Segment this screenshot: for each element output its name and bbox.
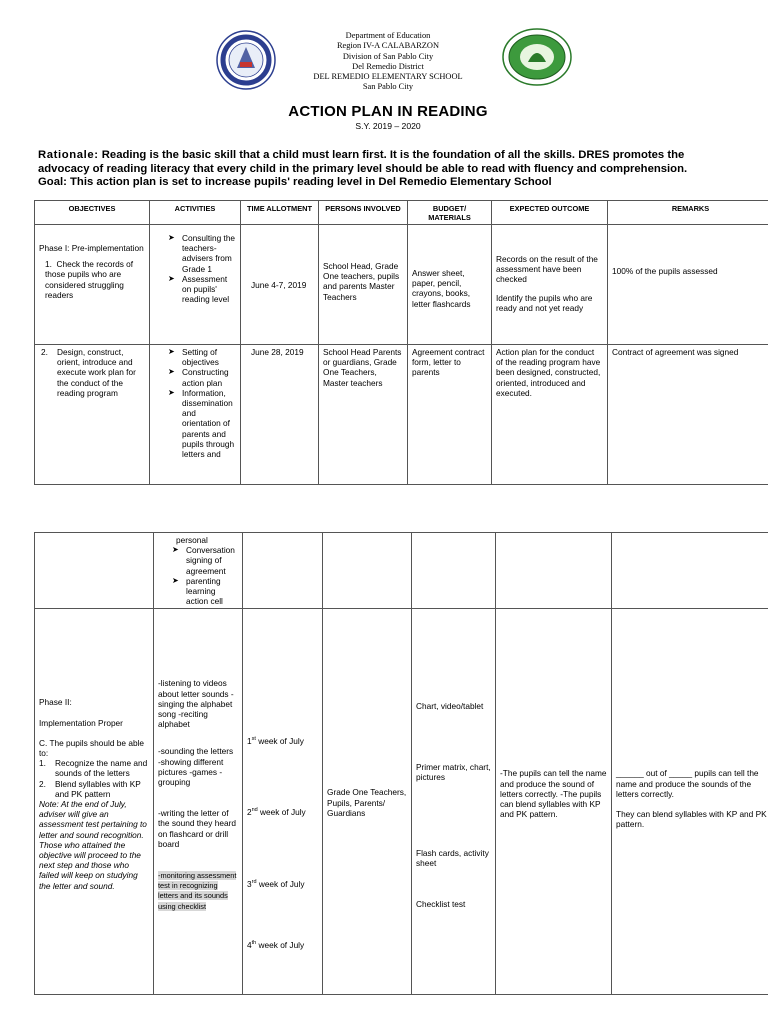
objective-cell: [35, 225, 150, 345]
column-header: REMARKS: [608, 201, 768, 225]
letterhead-line: DEL REMEDIO ELEMENTARY SCHOOL: [313, 72, 463, 82]
rationale-paragraph: [38, 149, 738, 190]
time-cell: June 4-7, 2019: [241, 225, 319, 345]
highlighted-activity: -monitoring assessment test in recognizing letters and its sounds using checklist: [158, 871, 237, 911]
persons-cell: School Head, Grade One teachers, pupils and parents Master Teachers: [319, 225, 408, 345]
budget-cell: Answer sheet, paper, pencil, crayons, books, letter flashcards: [408, 225, 492, 345]
list-item: ➤ Assessment on pupils' reading level: [168, 273, 230, 305]
activities-list: [154, 347, 236, 459]
objective-item: 2. Blend syllables with KP and PK pattern: [39, 778, 141, 799]
objective-item: 2. Design, construct, orient, introduce and execute work plan for the conduct of the reading program: [41, 347, 136, 398]
list-item: ➤ Conversation signing of agreement: [172, 545, 235, 576]
list-item: ➤ Constructing action plan: [168, 367, 229, 388]
column-header: OBJECTIVES: [35, 201, 150, 225]
list-item: ➤ Consulting the teachers-advisers from Grade 1: [168, 233, 236, 274]
remarks-cell: Contract of agreement was signed: [608, 345, 768, 485]
list-item: ➤ parenting learning action cell: [172, 575, 223, 607]
letterhead-line: Department of Education: [345, 31, 431, 40]
week-label: 4th week of July: [247, 940, 305, 951]
letterhead-line: Division of San Pablo City: [342, 51, 434, 61]
activities-list: [158, 545, 238, 606]
school-year: S.Y. 2019 – 2020: [355, 121, 421, 131]
activities-cell: [150, 225, 241, 345]
budget-cell: Chart, video/tablet Primer matrix, chart, pictures Flash cards, activity sheet Checklist test: [412, 609, 496, 995]
objective-cell: [35, 345, 150, 485]
document-title: ACTION PLAN IN READING: [288, 103, 488, 120]
activities-cell: personal ➤ Conversation signing of agreement ➤ parenting learning action cell: [154, 533, 243, 609]
column-header: TIME ALLOTMENT: [241, 201, 319, 225]
phase-label: Phase I: Pre-implementation: [39, 243, 144, 253]
column-header: EXPECTED OUTCOME: [492, 201, 608, 225]
action-plan-table-page2: [34, 532, 768, 995]
time-cell: [243, 609, 323, 995]
letterhead-line: San Pablo City: [362, 82, 414, 92]
activities-list: [154, 233, 236, 304]
time-cell: June 28, 2019: [241, 345, 319, 485]
list-item: ➤ Setting of objectives: [168, 347, 219, 368]
objective-item: 1. Check the records of those pupils who are considered struggling readers: [45, 259, 134, 300]
list-item: ➤ Information, dissemination and orientation of parents and pupils through letters and: [168, 387, 235, 460]
activities-cell: [150, 345, 241, 485]
table-header-row: [35, 201, 768, 225]
action-plan-table-page1: [34, 200, 768, 485]
persons-cell: Grade One Teachers, Pupils, Parents/ Guardians: [323, 609, 412, 995]
remarks-cell: ______ out of _____ pupils can tell the name and produce the sounds of the letters correctly. They can blend syllables with KP and PK pattern.: [612, 609, 768, 995]
outcome-cell: Action plan for the conduct of the reading program have been designed, constructed, oriented, introduced and executed.: [492, 345, 608, 485]
objective-item: 1. Recognize the name and sounds of the letters: [39, 758, 148, 779]
outcome-cell: -The pupils can tell the name and produce the sound of letters correctly. -The pupils can blend syllables with KP and PK pattern.: [496, 609, 612, 995]
column-header: ACTIVITIES: [150, 201, 241, 225]
table-row: [35, 533, 768, 609]
column-header: PERSONS INVOLVED: [319, 201, 408, 225]
persons-cell: School Head Parents or guardians, Grade One Teachers, Master teachers: [319, 345, 408, 485]
goal-text: This action plan is set to increase pupils' reading level in Del Remedio Elementary School: [66, 176, 552, 189]
rationale-label: Rationale:: [38, 149, 99, 161]
table-row: [35, 345, 768, 485]
objective-cell: Phase II: Implementation Proper C. The pupils should be able to: 1. Recognize the name and sounds of the letters 2. Blend syllables with KP and PK pattern Note: At the end of July, adviser will give an assessment test pertaining to letter and sound recognition. Those who attained the objective will proceed to the next step and those who failed will keep on studying the letter and sound.: [35, 609, 154, 995]
outcome-cell: Records on the result of the assessment have been checked Identify the pupils who are ready and not yet ready: [492, 225, 608, 345]
letterhead: [260, 31, 516, 93]
table-row: [35, 225, 768, 345]
column-header: BUDGET/ MATERIALS: [408, 201, 492, 225]
letterhead-line: Region IV-A CALABARZON: [336, 41, 440, 51]
activities-cell: -listening to videos about letter sounds -singing the alphabet song -reciting alphabet -sounding the letters -showing different pictures -games -grouping -writing the letter of the sound they heard on flashcard or drill board -monitoring assessment test in recognizing letters and its sounds using checklist: [154, 609, 243, 995]
goal-label: Goal:: [38, 176, 67, 189]
week-label: 3rd week of July: [247, 878, 305, 889]
week-label: 2nd week of July: [247, 806, 306, 817]
note-text: Note: At the end of July, adviser will give an assessment test pertaining to letter and sound recognition. Those who attained the objective will proceed to the next step and those who failed will keep on studying the letter and sound.: [39, 799, 147, 891]
remarks-cell: 100% of the pupils assessed: [608, 225, 768, 345]
rationale-text: Reading is the basic skill that a child must learn first. It is the foundation of all the skills. DRES promotes the advocacy of reading literacy that every child in the primary level should be able to read with fluency and comprehension.: [38, 149, 688, 175]
letterhead-line: Del Remedio District: [352, 61, 424, 71]
budget-cell: Agreement contract form, letter to parents: [408, 345, 492, 485]
week-label: 1st week of July: [247, 736, 304, 747]
table-row: [35, 609, 768, 995]
